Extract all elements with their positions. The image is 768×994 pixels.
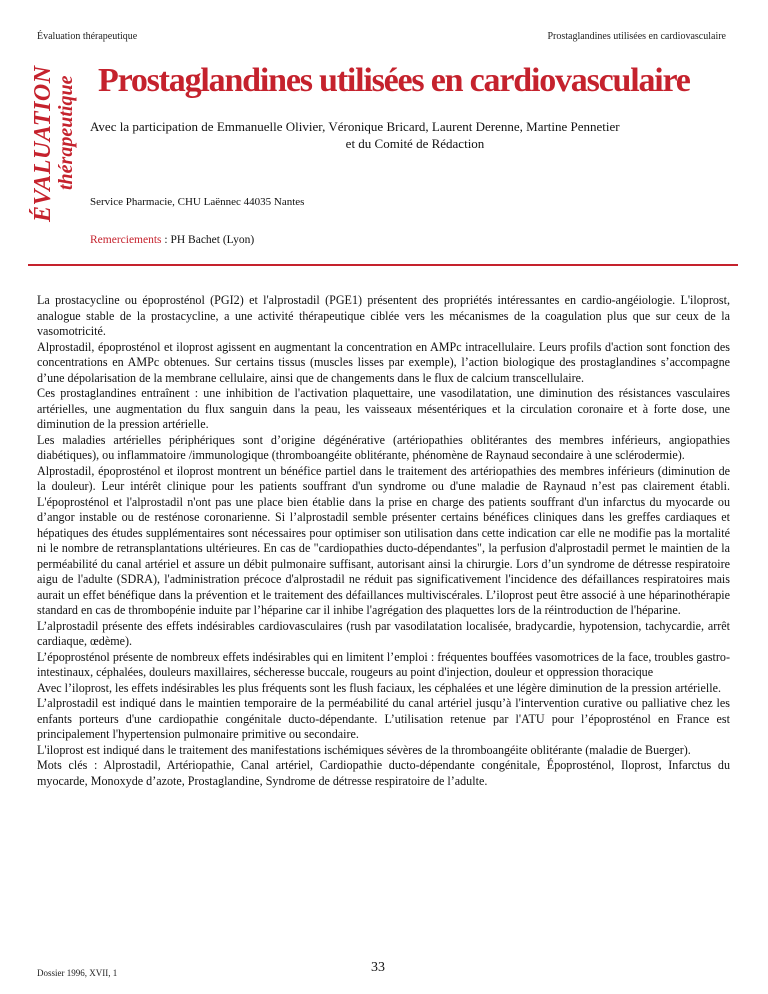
authors-block bbox=[90, 118, 740, 152]
side-banner-main: ÉVALUATION bbox=[30, 65, 56, 222]
side-banner-sub: thérapeutique bbox=[55, 75, 77, 190]
paragraph: Les maladies artérielles périphériques sont d’origine dégénérative (artériopathies oblitérantes des membres inférieurs, angiopathies diabétiques), ou inflammatoire /immunologique (thromboangéite oblitérante, phénomène de Raynaud secondaire à une sclérodermie). bbox=[37, 432, 730, 462]
paragraph: La prostacycline ou époprosténol (PGI2) et l'alprostadil (PGE1) présentent des propriétés intéressantes en cardio-angéiologie. L'iloprost, analogue stable de la prostacycline, a une activité thérapeutique ciblée vers les mécanismes de la coagulation plus que sur ceux de la vasomotricité. bbox=[37, 293, 730, 338]
acknowledgements-label: Remerciements bbox=[90, 234, 162, 246]
acknowledgements bbox=[90, 234, 254, 246]
authors-line-1: Avec la participation de Emmanuelle Olivier, Véronique Bricard, Laurent Derenne, Martine Pennetier bbox=[90, 119, 620, 134]
affiliation: Service Pharmacie, CHU Laënnec 44035 Nantes bbox=[90, 196, 305, 208]
footer-issue: Dossier 1996, XVII, 1 bbox=[37, 968, 118, 978]
paragraph: L'iloprost est indiqué dans le traitement des manifestations ischémiques sévères de la thromboangéite oblitérante (maladie de Buerger). bbox=[37, 742, 691, 757]
paragraph: Avec l’iloprost, les effets indésirables les plus fréquents sont les flush faciaux, les céphalées et une légère diminution de la pression artérielle. bbox=[37, 680, 721, 695]
article-body bbox=[37, 293, 730, 789]
page-number: 33 bbox=[371, 960, 385, 975]
side-banner bbox=[30, 65, 78, 222]
running-header-left: Évaluation thérapeutique bbox=[37, 31, 138, 42]
paragraph: Alprostadil, époprosténol et iloprost montrent un bénéfice partiel dans le traitement des artériopathies des membres inférieurs (diminution de la douleur). Leur intérêt clinique pour les patients souffrant d'un syndrome ou d'une maladie de Raynaud n’est pas clairement établi. L'époprosténol et l'alprostadil n'ont pas une place bien établie dans la prise en charge des patients souffrant d'un infarctus du myocarde ou d’angor instable ou de resténose coronarienne. Si l’alprostadil semble présenter certains bénéfices cliniques dans les greffes cardiaques et hépatiques des études supplémentaires sont nécessaires pour optimiser son utilisation dans cette indication car elle ne modifie pas la mortalité ni le nombre de retransplantations ultérieures. En cas de "cardiopathies ducto-dépendantes", la perfusion d'alprostadil permet le maintien de la perméabilité du canal artériel et assure un débit pulmonaire suffisant, autorisant ainsi la chirurgie. Lors d’un syndrome de détresse respiratoire aigu de l'adulte (SDRA), l'administration précoce d'alprostadil ne réduit pas significativement l'incidence des défaillances respiratoires mais aurait un effet bénéfique dans la prévention et le traitement des défaillances multiviscérales. L’iloprost peut être associé à une héparinothérapie standard en cas de thrombopénie induite par l’héparine car il inhibe l'agrégation des plaquettes lors de la réintroduction de l'héparine. bbox=[37, 463, 730, 617]
running-header-right: Prostaglandines utilisées en cardiovasculaire bbox=[547, 31, 726, 42]
paragraph: L’alprostadil est indiqué dans le maintien temporaire de la perméabilité du canal artériel jusqu’à l'intervention curative ou palliative chez les enfants porteurs d'une cardiopathie congénitale ducto-dépendante. L’utilisation retenue par l'ATU pour l’époprosténol en France est principalement l'hypertension pulmonaire primitive ou secondaire. bbox=[37, 696, 730, 741]
keywords: Mots clés : Alprostadil, Artériopathie, Canal artériel, Cardiopathie ducto-dépendante congénitale, Époprosténol, Iloprost, Infarctus du myocarde, Monoxyde d’azote, Prostaglandine, Syndrome de détresse respiratoire de l’adulte. bbox=[37, 758, 730, 788]
title-divider bbox=[28, 264, 738, 266]
paragraph: L’époprosténol présente de nombreux effets indésirables qui en limitent l’emploi : fréquentes bouffées vasomotrices de la face, troubles gastro-intestinaux, céphalées, douleurs maxillaires, sécheresse buccale, rougeurs au point d'injection, douleur et oppression thoracique bbox=[37, 649, 730, 679]
article-title: Prostaglandines utilisées en cardiovasculaire bbox=[98, 62, 690, 99]
acknowledgements-text: : PH Bachet (Lyon) bbox=[161, 234, 255, 246]
paragraph: Ces prostaglandines entraînent : une inhibition de l'activation plaquettaire, une vasodilatation, une diminution des résistances vasculaires artérielles, une augmentation du flux sanguin dans la peau, les vaisseaux mésentériques et la circulation coronaire et à forte dose, une diminution de la pression artérielle. bbox=[37, 386, 730, 431]
paragraph: Alprostadil, époprosténol et iloprost agissent en augmentant la concentration en AMPc intracellulaire. Leurs profils d'action sont fonction des concentrations en AMPc obtenues. Sur certains tissus (muscles lisses par exemple), l’action biologique des prostaglandines s’accompagne d’une dépolarisation de la membrane cellulaire, ainsi que de changements dans le flux de calcium transcellulaire. bbox=[37, 339, 730, 385]
authors-line-2: et du Comité de Rédaction bbox=[345, 136, 485, 151]
paragraph: L’alprostadil présente des effets indésirables cardiovasculaires (rush par vasodilatation localisée, bradycardie, hypotension, tachycardie, arrêt cardiaque, œdème). bbox=[37, 618, 730, 648]
